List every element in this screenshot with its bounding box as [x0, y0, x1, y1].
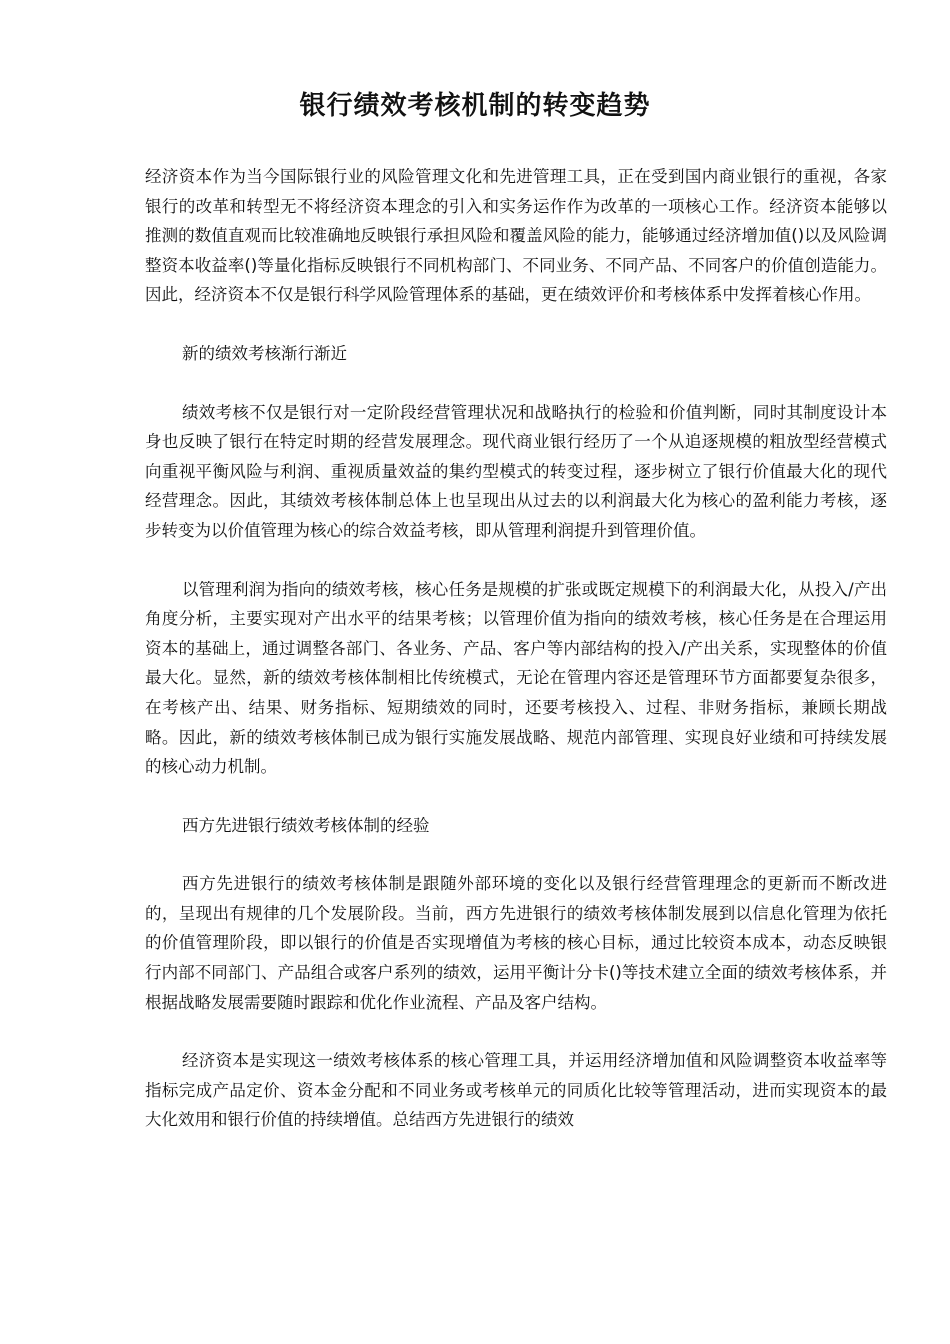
document-title: 银行绩效考核机制的转变趋势 — [299, 91, 651, 121]
paragraph-western-banks: 西方先进银行的绩效考核体制是跟随外部环境的变化以及银行经营管理理念的更新而不断改进的，呈现出有规律的几个发展阶段。当前，西方先进银行的绩效考核体制发展到以信息化管理为依托的价值管理阶段，即以银行的价值是否实现增值为考核的核心目标，通过比较资本成本，动态反映银行内部不同部门、产品组合或客户系列的绩效，运用平衡计分卡()等技术建立全面的绩效考核体系，并根据战略发展需要随时跟踪和优化作业流程、产品及客户结构。 — [145, 874, 887, 1012]
section-heading-new-performance: 新的绩效考核渐行渐近 — [182, 343, 347, 363]
paragraph-profit-vs-value: 以管理利润为指向的绩效考核，核心任务是规模的扩张或既定规模下的利润最大化，从投入/产出角度分析，主要实现对产出水平的结果考核；以管理价值为指向的绩效考核，核心任务是在合理运用资本的基础上，通过调整各部门、各业务、产品、客户等内部结构的投入/产出关系，实现整体的价值最大化。显然，新的绩效考核体制相比传统模式，无论在管理内容还是管理环节方面都要复杂很多，在考核产出、结果、财务指标、短期绩效的同时，还要考核投入、过程、非财务指标，兼顾长期战略。因此，新的绩效考核体制已成为银行实施发展战略、规范内部管理、实现良好业绩和可持续发展的核心动力机制。 — [145, 579, 887, 777]
paragraph-economic-capital: 经济资本是实现这一绩效考核体系的核心管理工具，并运用经济增加值和风险调整资本收益率等指标完成产品定价、资本金分配和不同业务或考核单元的同质化比较等管理活动，进而实现资本的最大化效用和银行价值的持续增值。总结西方先进银行的绩效 — [145, 1051, 887, 1130]
paragraph-intro: 经济资本作为当今国际银行业的风险管理文化和先进管理工具，正在受到国内商业银行的重视，各家银行的改革和转型无不将经济资本理念的引入和实务运作作为改革的一项核心工作。经济资本能够以推测的数值直观而比较准确地反映银行承担风险和覆盖风险的能力，能够通过经济增加值()以及风险调整资本收益率()等量化指标反映银行不同机构部门、不同业务、不同产品、不同客户的价值创造能力。因此，经济资本不仅是银行科学风险管理体系的基础，更在绩效评价和考核体系中发挥着核心作用。 — [145, 167, 887, 305]
paragraph-performance-evolution: 绩效考核不仅是银行对一定阶段经营管理状况和战略执行的检验和价值判断，同时其制度设计本身也反映了银行在特定时期的经营发展理念。现代商业银行经历了一个从追逐规模的粗放型经营模式向重视平衡风险与利润、重视质量效益的集约型模式的转变过程，逐步树立了银行价值最大化的现代经营理念。因此，其绩效考核体制总体上也呈现出从过去的以利润最大化为核心的盈利能力考核，逐步转变为以价值管理为核心的综合效益考核，即从管理利润提升到管理价值。 — [145, 402, 887, 540]
section-heading-western-experience: 西方先进银行绩效考核体制的经验 — [182, 815, 430, 835]
document-body — [145, 162, 887, 1135]
